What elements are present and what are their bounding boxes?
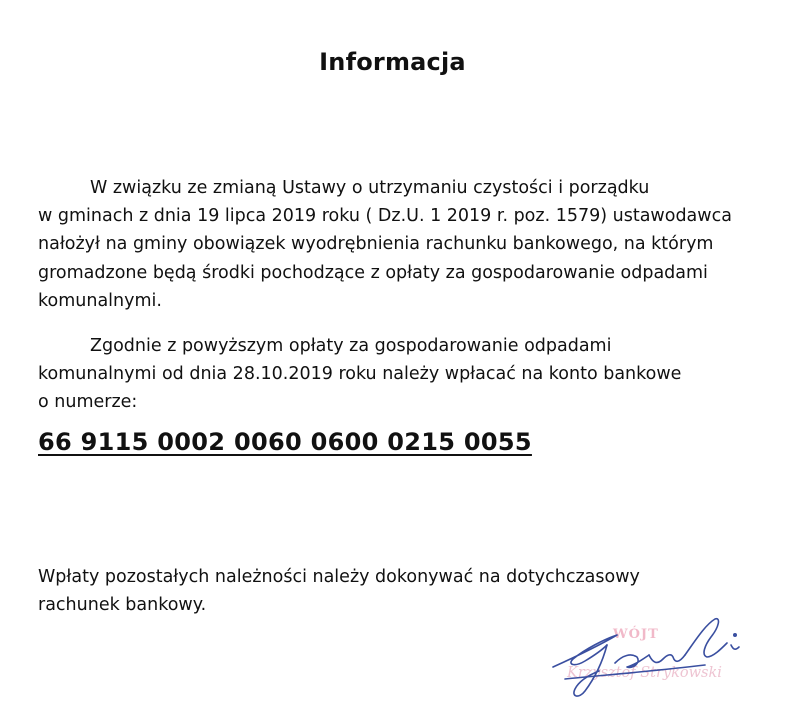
signature-stroke (731, 645, 739, 649)
paragraph-line: Wpłaty pozostałych należności należy dokonywać na dotychczasowy (38, 567, 640, 587)
official-stamp (545, 605, 755, 715)
stamp-name: Krzysztof Strykowski (567, 665, 722, 681)
bank-account-number: 66 9115 0002 0060 0600 0215 0055 (38, 428, 532, 456)
paragraph-line: gromadzone będą środki pochodzące z opłaty za gospodarowanie odpadami (38, 262, 708, 283)
signature-stroke (553, 635, 617, 667)
signature-stroke (685, 619, 727, 657)
paragraph-payment-instructions (38, 332, 758, 417)
paragraph-line: o numerze: (38, 392, 138, 413)
paragraph-line: W związku ze zmianą Ustawy o utrzymaniu czystości i porządku (90, 178, 650, 198)
paragraph-line: rachunek bankowy. (38, 595, 207, 616)
handwritten-signature (545, 605, 755, 715)
paragraph-line: w gminach z dnia 19 lipca 2019 roku ( Dz.U. 1 2019 r. poz. 1579) ustawodawca (38, 206, 732, 227)
signature-stroke (574, 645, 607, 696)
paragraph-line: komunalnymi. (38, 290, 162, 311)
signature-dot (734, 634, 736, 636)
stamp-title: WÓJT (613, 627, 659, 642)
paragraph-law-change (38, 174, 758, 315)
signature-stroke (565, 665, 705, 679)
paragraph-line: komunalnymi od dnia 28.10.2019 roku należy wpłacać na konto bankowe (38, 364, 682, 385)
paragraph-line: Zgodnie z powyższym opłaty za gospodarowanie odpadami (90, 336, 612, 356)
signature-stroke (615, 655, 649, 667)
signature-stroke (649, 655, 685, 663)
paragraph-line: nałożył na gminy obowiązek wyodrębnienia rachunku bankowego, na którym (38, 234, 714, 255)
document-title: Informacja (319, 48, 466, 76)
